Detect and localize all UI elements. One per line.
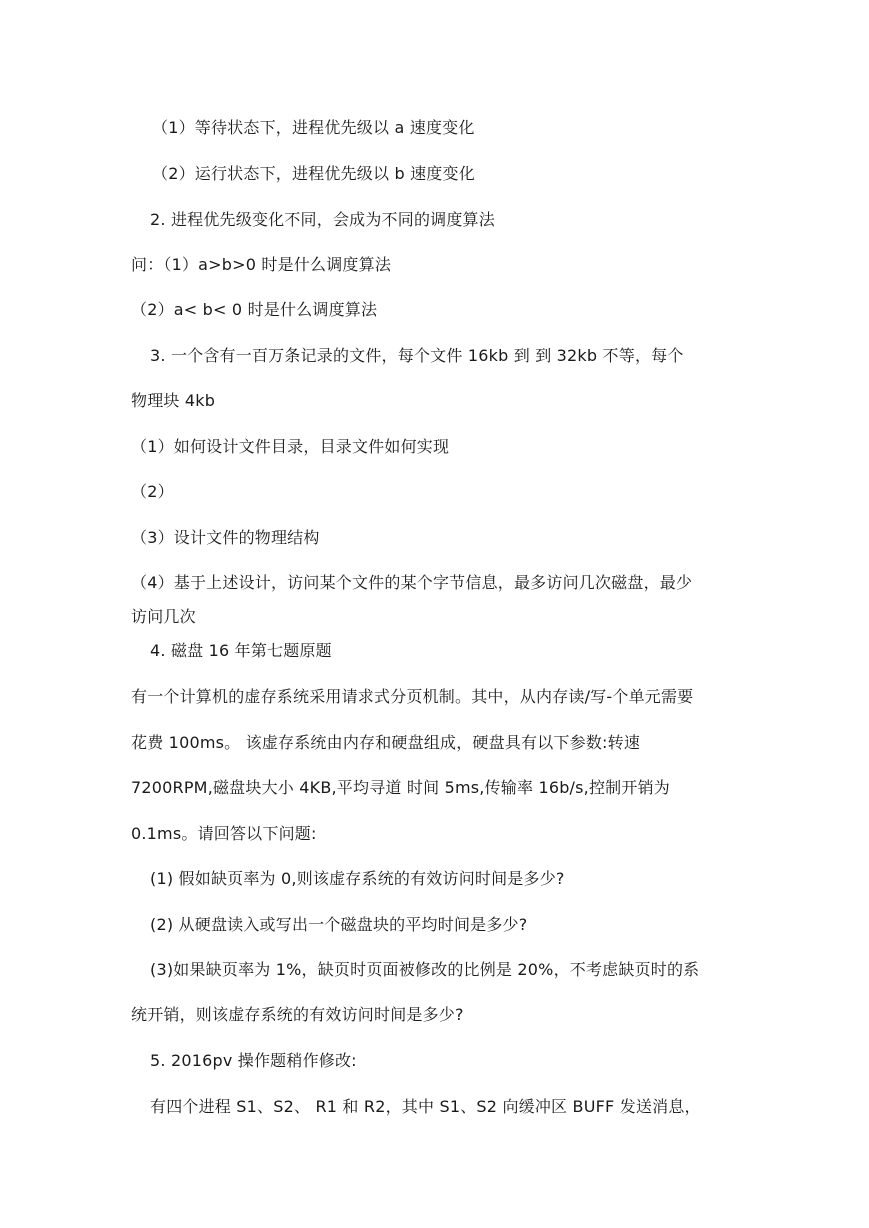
text-line-11: （4）基于上述设计，访问某个文件的某个字节信息，最多访问几次磁盘，最少 <box>131 573 693 592</box>
text-line-1: （1）等待状态下，进程优先级以 a 速度变化 <box>152 118 475 137</box>
text-line-17: 0.1ms。请回答以下问题: <box>131 824 317 843</box>
text-line-13: 4. 磁盘 16 年第七题原题 <box>150 641 332 660</box>
text-line-20: (3)如果缺页率为 1%，缺页时页面被修改的比例是 20%，不考虑缺页时的系 <box>150 960 700 979</box>
text-line-15: 花费 100ms。 该虚存系统由内存和硬盘组成，硬盘具有以下参数:转速 <box>131 733 641 752</box>
text-line-21: 统开销，则该虚存系统的有效访问时间是多少? <box>131 1005 464 1024</box>
text-line-6: 3. 一个含有一百万条记录的文件，每个文件 16kb 到 到 32kb 不等，每个 <box>150 346 684 365</box>
text-line-19: (2) 从硬盘读入或写出一个磁盘块的平均时间是多少? <box>150 915 528 934</box>
text-line-16: 7200RPM,磁盘块大小 4KB,平均寻道 时间 5ms,传输率 16b/s,控制开销为 <box>131 778 670 797</box>
text-line-12: 访问几次 <box>131 607 196 626</box>
text-line-18: (1) 假如缺页率为 0,则该虚存系统的有效访问时间是多少? <box>150 869 565 888</box>
text-line-2: （2）运行状态下，进程优先级以 b 速度变化 <box>152 164 475 183</box>
text-line-5: （2）a< b< 0 时是什么调度算法 <box>131 300 378 319</box>
text-line-3: 2. 进程优先级变化不同，会成为不同的调度算法 <box>150 210 495 229</box>
text-line-8: （1）如何设计文件目录，目录文件如何实现 <box>131 437 450 456</box>
text-line-14: 有一个计算机的虚存系统采用请求式分页机制。其中，从内存读/写-个单元需要 <box>131 687 694 706</box>
text-line-9: （2） <box>131 482 174 501</box>
text-line-7: 物理块 4kb <box>131 391 216 410</box>
text-line-4: 问：（1）a>b>0 时是什么调度算法 <box>131 255 392 274</box>
text-line-23: 有四个进程 S1、S2、 R1 和 R2，其中 S1、S2 向缓冲区 BUFF 发送消息， <box>150 1097 701 1116</box>
text-line-22: 5. 2016pv 操作题稍作修改: <box>150 1051 357 1070</box>
text-line-10: （3）设计文件的物理结构 <box>131 528 320 547</box>
